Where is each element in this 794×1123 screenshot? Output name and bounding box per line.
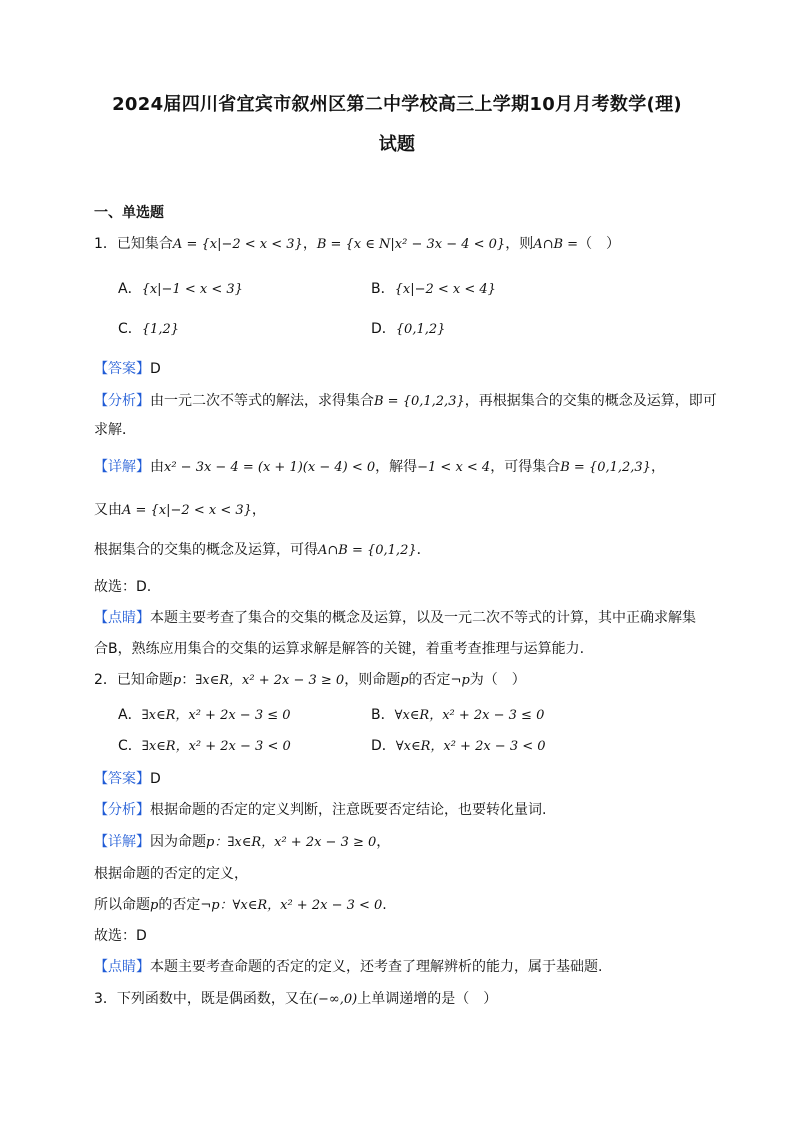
q3-stem [94,990,497,1009]
q2-stem [94,671,526,690]
section-heading: 一、单选题 [94,205,164,221]
q2-comment-text: 本题主要考查命题的否定的定义，还考查了理解辨析的能力，属于基础题. [150,959,603,975]
comment-tag: 【点睛】 [94,959,150,975]
q1-stem-text-a: 已知集合 [116,236,173,252]
q1-comment-text-a: 本题主要考查了集合的交集的概念及运算，以及一元二次不等式的计算，其中正确求解集 [150,610,696,626]
q2-p: p [172,673,182,688]
q2-number: 2． [94,672,117,688]
q1-detail-line2 [94,501,266,520]
q1-detail2-text-b: ， [251,502,266,518]
q2-stem-text-b: ： [181,672,196,688]
q2-option-a-value: ∃x∈R，x² + 2x − 3 ≤ 0 [141,708,291,723]
q2-analysis [94,801,546,819]
q1-analysis-math: B = {0,1,2,3} [374,394,465,409]
q2-option-a-label: A． [118,707,142,723]
answer-tag: 【答案】 [94,361,150,377]
q1-detail2-text-a: 又由 [94,502,122,518]
q2-stem-text-e: 为（ ） [469,672,526,688]
q1-option-c [118,320,179,339]
comment-tag: 【点睛】 [94,610,150,626]
analysis-tag: 【分析】 [94,393,150,409]
q1-analysis-text-b: ，再根据集合的交集的概念及运算，即可 [464,393,717,409]
q2-option-d [371,737,546,756]
q2-detail-math: p：∃x∈R，x² + 2x − 3 ≥ 0 [206,835,377,850]
q1-stem-text-b: ，则 [505,236,534,252]
q3-stem-text-a: 下列函数中，既是偶函数，又在 [116,991,313,1007]
page-title-line1: 2024届四川省宜宾市叙州区第二中学校高三上学期10月月考数学(理) [112,94,682,115]
q1-analysis-text-a: 由一元二次不等式的解法，求得集合 [150,393,374,409]
q1-detail3-text-a: 根据集合的交集的概念及运算，可得 [94,542,318,558]
q2-option-d-value: ∀x∈R，x² + 2x − 3 < 0 [395,739,546,754]
q2-detail-text-a: 因为命题 [150,834,206,850]
q1-option-b [371,280,496,299]
q2-option-c-value: ∃x∈R，x² + 2x − 3 < 0 [141,739,291,754]
q1-option-a-label: A． [118,281,142,297]
q2-negp: ¬p [450,673,470,688]
q2-option-d-label: D． [371,738,396,754]
q3-number: 3． [94,991,117,1007]
q2-choose: 故选：D [94,928,147,944]
q1-detail-line3 [94,541,431,560]
q2-option-b-value: ∀x∈R，x² + 2x − 3 ≤ 0 [394,708,545,723]
q2-stem-text-a: 已知命题 [116,672,173,688]
q1-detail-text-c: ，可得集合 [490,459,561,475]
q1-paren: （ ） [578,236,621,252]
q1-number: 1． [94,236,117,252]
q1-option-d [371,320,445,339]
q2-answer [94,770,161,788]
q2-line3-p: p [150,898,159,913]
q1-option-d-value: {0,1,2} [395,322,446,337]
q1-detail-math3: B = {0,1,2,3} [560,460,651,475]
q1-expression: A∩B = [533,237,579,252]
analysis-tag: 【分析】 [94,802,150,818]
q1-comma: ， [302,236,317,252]
q2-line3-math: ¬p：∀x∈R，x² + 2x − 3 < 0 [200,898,383,913]
q1-answer [94,360,161,378]
q1-comment-cont: 合B，熟练应用集合的交集的运算求解是解答的关键，着重考查推理与运算能力. [94,641,585,657]
q1-detail-text-d: ， [650,459,665,475]
q1-detail2-math: A = {x|−2 < x < 3} [122,503,252,518]
q1-option-c-label: C． [118,321,142,337]
q2-detail-text-b: ， [376,834,391,850]
q2-option-c-label: C． [118,738,142,754]
q1-analysis [94,392,717,411]
q1-detail-text-a: 由 [150,459,164,475]
q1-detail-text-b: ，解得 [375,459,418,475]
q1-comment [94,609,696,627]
q1-option-c-value: {1,2} [141,322,179,337]
q1-answer-value: D [150,361,161,377]
q2-option-c [118,737,291,756]
q2-analysis-text: 根据命题的否定的定义判断，注意既要否定结论，也要转化量词. [150,802,547,818]
q3-interval: (−∞,0) [312,992,358,1007]
q1-option-a-value: {x|−1 < x < 3} [141,282,243,297]
q1-analysis-cont: 求解． [94,422,136,438]
q2-line3-text-a: 所以命题 [94,897,150,913]
detail-tag: 【详解】 [94,459,150,475]
page-title-line2: 试题 [378,134,416,155]
q1-set-b: B = {x ∈ N|x² − 3x − 4 < 0} [316,237,506,252]
q1-choose: 故选：D. [94,579,152,595]
q2-proposition: ∃x∈R，x² + 2x − 3 ≥ 0 [195,673,345,688]
q2-detail-line2: 根据命题的否定的定义， [94,866,248,882]
q1-detail-math1: x² − 3x − 4 = (x + 1)(x − 4) < 0 [164,460,376,475]
q1-stem [94,235,620,254]
q2-comment [94,958,602,976]
q2-detail [94,833,390,852]
q2-stem-text-c: ，则命题 [344,672,401,688]
q1-option-b-value: {x|−2 < x < 4} [394,282,496,297]
q2-option-a [118,706,291,725]
q1-detail-math2: −1 < x < 4 [417,460,491,475]
q2-answer-value: D [150,771,161,787]
q2-line3-text-b: 的否定 [158,897,201,913]
q2-stem-text-d: 的否定 [408,672,451,688]
q1-detail [94,458,665,477]
q2-line3-text-c: . [382,897,387,913]
q2-p2: p [400,673,409,688]
answer-tag: 【答案】 [94,771,150,787]
detail-tag: 【详解】 [94,834,150,850]
q1-option-b-label: B． [371,281,395,297]
q1-option-d-label: D． [371,321,396,337]
q2-detail-line3 [94,896,387,915]
q2-option-b-label: B． [371,707,395,723]
q1-detail3-math: A∩B = {0,1,2} [318,543,417,558]
q1-option-a [118,280,243,299]
q3-stem-text-b: 上单调递增的是（ ） [357,991,498,1007]
q1-set-a: A = {x|−2 < x < 3} [172,237,303,252]
q2-option-b [371,706,544,725]
q1-detail3-text-b: ． [416,542,431,558]
